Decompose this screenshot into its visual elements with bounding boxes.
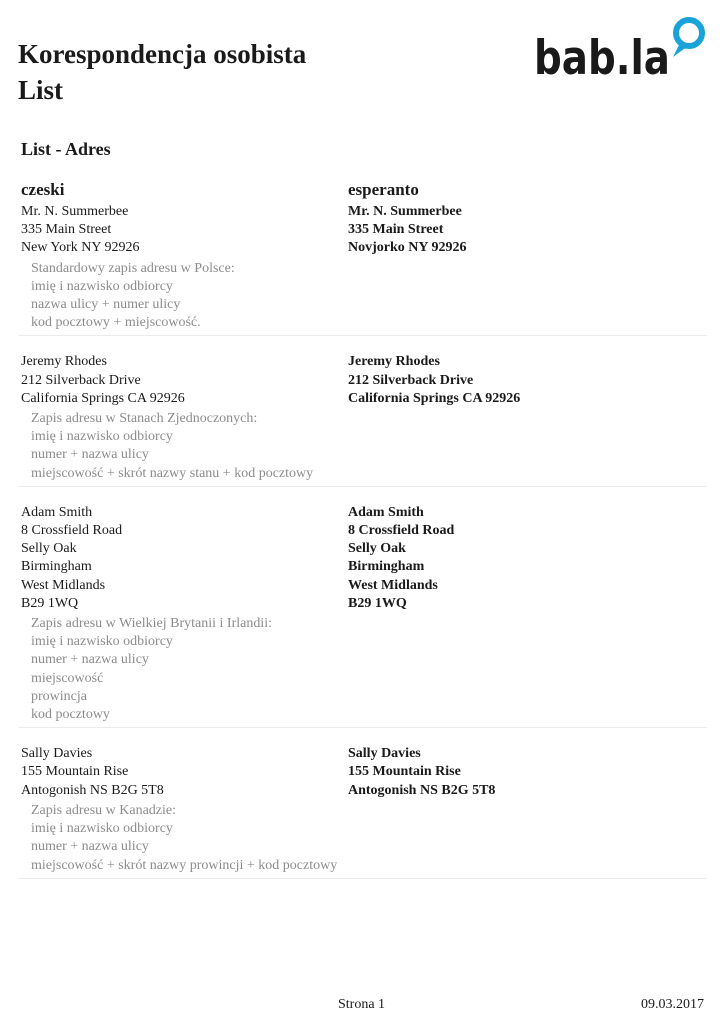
target-language-label: esperanto [348,180,419,199]
note-line: miejscowość + skrót nazwy prowincji + kod pocztowy [31,857,338,873]
target-line: West Midlands [348,577,438,593]
phrase-entry [18,203,707,336]
source-line: West Midlands [21,577,106,593]
source-line: Adam Smith [21,504,93,520]
target-address [348,504,707,613]
note-line: numer + nazwa ulicy [31,652,149,668]
source-line: 335 Main Street [21,222,112,238]
target-line: 8 Crossfield Road [348,523,455,539]
target-line: California Springs CA 92926 [348,390,521,406]
usage-note [18,615,707,724]
target-address [348,745,707,800]
target-line: 155 Mountain Rise [348,764,461,780]
page-number: Strona 1 [338,997,386,1012]
source-address [18,745,348,800]
phrase-entry [18,353,707,486]
note-line: imię i nazwisko odbiorcy [31,429,173,445]
note-line: miejscowość [31,670,104,686]
document-title [18,36,306,108]
source-line: Jeremy Rhodes [21,354,107,370]
target-line: 212 Silverback Drive [348,372,474,388]
target-line: Novjorko NY 92926 [348,240,467,256]
note-line: Zapis adresu w Wielkiej Brytanii i Irlandii: [31,616,273,632]
usage-note [18,260,707,333]
logo-text: bab.la [534,31,670,82]
source-line: Mr. N. Summerbee [21,204,129,219]
note-line: kod pocztowy + miejscowość. [31,315,201,331]
note-line: imię i nazwisko odbiorcy [31,821,173,837]
target-line: Sally Davies [348,746,421,762]
source-address [18,203,348,258]
note-line: imię i nazwisko odbiorcy [31,278,173,294]
phrase-entry [18,504,707,728]
note-line: prowincja [31,688,87,704]
source-line: Selly Oak [21,541,77,557]
title-line-1: Korespondencja osobista [18,39,307,69]
note-line: nazwa ulicy + numer ulicy [31,297,181,313]
source-line: Sally Davies [21,746,93,762]
target-line: B29 1WQ [348,595,407,611]
source-address [18,353,348,408]
target-line: Mr. N. Summerbee [348,204,462,219]
target-address [348,353,707,408]
source-line: B29 1WQ [21,595,79,611]
source-line: California Springs CA 92926 [21,390,185,406]
source-line: New York NY 92926 [21,240,140,256]
note-line: Zapis adresu w Stanach Zjednoczonych: [31,411,258,427]
source-address [18,504,348,613]
babla-logo [532,16,710,82]
source-language-label: czeski [21,180,65,199]
source-line: 212 Silverback Drive [21,372,141,388]
phrase-entry [18,745,707,878]
source-line: Antogonish NS B2G 5T8 [21,782,164,798]
note-line: numer + nazwa ulicy [31,447,149,463]
note-line: imię i nazwisko odbiorcy [31,634,173,650]
title-line-2: List [18,75,64,105]
document-date: 09.03.2017 [641,997,704,1012]
usage-note [18,410,707,483]
target-line: Adam Smith [348,504,424,520]
usage-note [18,802,707,875]
target-line: Selly Oak [348,541,406,557]
target-line: Birmingham [348,559,425,575]
note-line: Zapis adresu w Kanadzie: [31,802,176,818]
source-line: 155 Mountain Rise [21,764,129,780]
speech-bubble-icon [673,20,702,57]
source-line: Birmingham [21,559,92,575]
note-line: miejscowość + skrót nazwy stanu + kod pocztowy [31,465,314,481]
note-line: kod pocztowy [31,707,110,723]
source-line: 8 Crossfield Road [21,523,123,539]
note-line: Standardowy zapis adresu w Polsce: [31,260,235,276]
target-line: Antogonish NS B2G 5T8 [348,782,496,798]
target-address [348,203,707,258]
section-title: List - Adres [21,139,111,159]
note-line: numer + nazwa ulicy [31,839,149,855]
target-line: Jeremy Rhodes [348,354,440,370]
babla-logo-graphic [532,16,710,82]
target-line: 335 Main Street [348,222,444,238]
phrase-list [0,203,725,896]
